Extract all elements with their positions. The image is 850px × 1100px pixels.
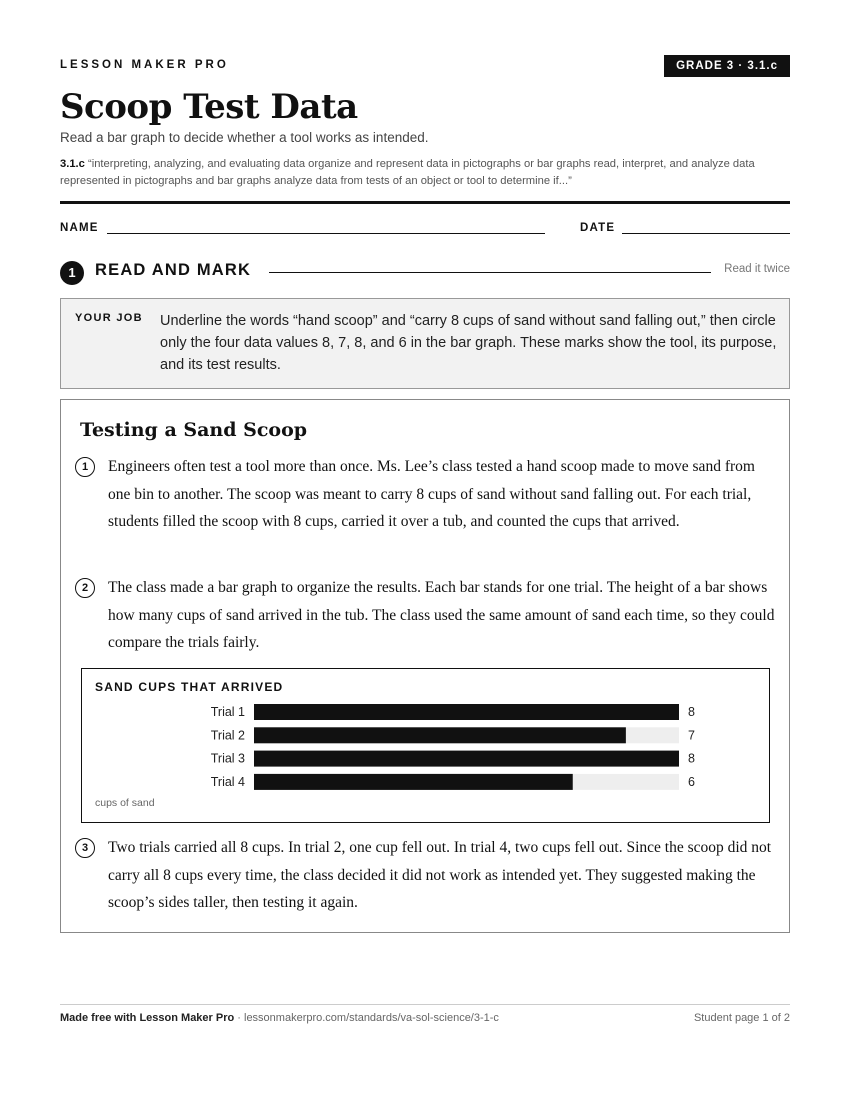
page-title: Scoop Test Data: [60, 87, 358, 127]
job-text: Underline the words “hand scoop” and “carry 8 cups of sand without sand falling out,” then circle only the four data values 8, 7, 8, and 6 in the bar graph. These marks show the tool, its purpose, and its test results.: [160, 313, 777, 373]
section-number-badge: 1: [60, 261, 84, 285]
date-label: DATE: [580, 222, 616, 234]
name-field[interactable]: [107, 233, 545, 234]
chart-title: SAND CUPS THAT ARRIVED: [95, 680, 284, 694]
category-label: Trial 1: [210, 705, 245, 719]
section-title: READ AND MARK: [95, 261, 252, 279]
section-header: [60, 259, 790, 285]
section-divider: [269, 272, 711, 273]
page-subtitle: Read a bar graph to decide whether a tool works as intended.: [60, 130, 429, 145]
standard-text: “interpreting, analyzing, and evaluating data organize and represent data in pictographs or bar graphs read, interpret, and analyze data represented in pictographs and bar graphs analyze data from tests of an object or tool to determine if...”: [60, 158, 755, 187]
bar: [254, 751, 679, 767]
value-label[interactable]: 7: [688, 728, 695, 743]
job-label: YOUR JOB: [75, 312, 143, 324]
job-instructions-box: [60, 298, 790, 389]
paragraph-text: Two trials carried all 8 cups. In trial 2, one cup fell out. In trial 4, two cups fell out. Since the scoop did not carry all 8 cups every time, the class decided it did not work as intended yet. They suggested making the scoop’s sides taller, then testing it again.: [108, 839, 772, 912]
brand-name: LESSON MAKER PRO: [60, 59, 229, 71]
grade-badge: GRADE 3 · 3.1.c: [664, 55, 790, 77]
reading-title: Testing a Sand Scoop: [80, 419, 308, 441]
paragraph-number: 3: [75, 838, 95, 858]
bar-chart: [81, 668, 770, 823]
date-field[interactable]: [622, 233, 790, 234]
category-label: Trial 4: [210, 774, 245, 789]
bar: [254, 774, 573, 790]
category-label: Trial 2: [210, 728, 245, 743]
footer-page-number: Student page 1 of 2: [693, 1012, 790, 1024]
standard-statement: [60, 156, 790, 190]
paragraph-number: 1: [75, 457, 95, 477]
chart-plot-area: [82, 669, 769, 822]
paragraph-number: 2: [75, 578, 95, 598]
name-label: NAME: [60, 222, 99, 234]
footer-made-by: Made free with Lesson Maker Pro: [60, 1012, 235, 1024]
value-label[interactable]: 6: [688, 774, 695, 789]
footer-credit: [60, 1012, 499, 1024]
header-bar: [60, 55, 790, 79]
footer-url[interactable]: · lessonmakerpro.com/standards/va-sol-science/3-1-c: [234, 1012, 499, 1024]
paragraph-text: Engineers often test a tool more than once. Ms. Lee’s class tested a hand scoop made to move sand from one bin to another. The scoop was meant to carry 8 cups of sand without sand falling out. For each trial, students filled the scoop with 8 cups, carried it over a tub, and counted the cups that arrived.: [108, 458, 755, 531]
bar: [254, 704, 679, 720]
section-note: Read it twice: [724, 263, 790, 275]
value-label[interactable]: 8: [688, 705, 695, 719]
category-label: Trial 3: [210, 751, 245, 766]
footer-divider: [60, 1004, 790, 1005]
bar: [254, 727, 626, 743]
chart-unit-label: cups of sand: [95, 797, 155, 809]
paragraph-text: The class made a bar graph to organize the results. Each bar stands for one trial. The height of a bar shows how many cups of sand arrived in the tub. The class used the same amount of sand each time, so they could compare the trials fairly.: [108, 579, 775, 652]
value-label[interactable]: 8: [688, 751, 695, 766]
standard-code: 3.1.c: [60, 158, 85, 170]
reading-passage-box: [60, 399, 790, 933]
header-divider: [60, 201, 790, 204]
